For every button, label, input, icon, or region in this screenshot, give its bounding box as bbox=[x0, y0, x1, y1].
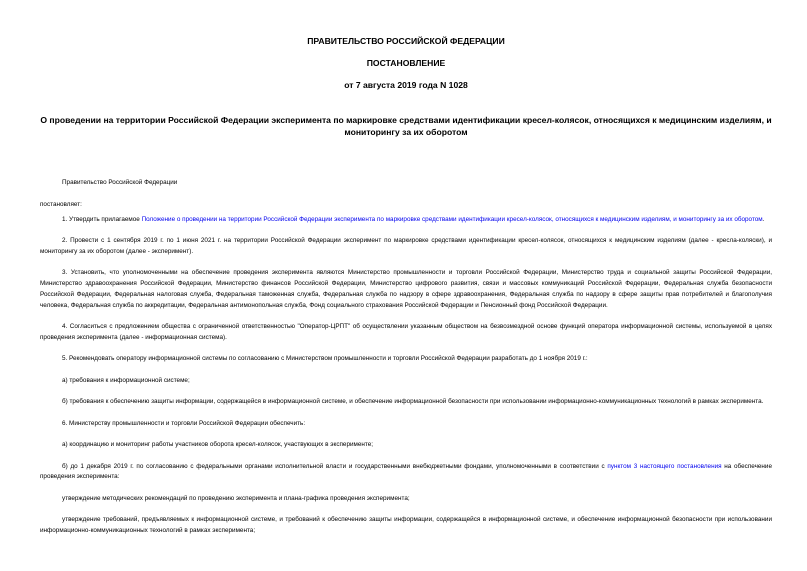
paragraph-6a: а) координацию и мониторинг работы участников оборота кресел-колясок, участвующих в эксперименте; bbox=[62, 441, 374, 449]
intro-paragraph: Правительство Российской Федерации bbox=[62, 179, 178, 186]
paragraph-6: 6. Министерству промышленности и торговли Российской Федерации обеспечить: bbox=[62, 419, 306, 427]
paragraph-6b bbox=[40, 462, 772, 483]
regulation-link[interactable]: Положение о проведении на территории Российской Федерации эксперимента по маркировке средствами идентификации кресел-колясок, относящихся к медицинским изделиям, и мониторингу за их оборотом bbox=[141, 215, 763, 223]
government-heading: ПРАВИТЕЛЬСТВО РОССИЙСКОЙ ФЕДЕРАЦИИ bbox=[307, 36, 505, 46]
paragraph-5b: б) требования к обеспечению защиты информации, содержащейся в информационной системе, и обеспечение информационной безопасности при использовании информационно-коммуникационных технологий в рамках эксперимента. bbox=[62, 398, 764, 406]
paragraph-1 bbox=[40, 215, 772, 226]
paragraph-6b-suffix: на обеспечение проведения эксперимента: bbox=[40, 462, 772, 481]
document-body bbox=[40, 178, 772, 537]
paragraph-4: 4. Согласиться с предложением общества с ограниченной ответственностью "Оператор-ЦРПТ" об осуществлении указанным обществом на безвозмездной основе функций оператора информационной системы, используемой в целях проведения эксперимента (далее - информационная система). bbox=[40, 323, 772, 341]
document-type-heading: ПОСТАНОВЛЕНИЕ bbox=[366, 58, 446, 68]
document-title: О проведении на территории Российской Федерации эксперимента по маркировке средствами идентификации кресел-колясок, относящихся к медицинским изделиям, и мониторингу за их оборотом bbox=[40, 115, 772, 137]
paragraph-6b-item-2: утверждение требований, предъявляемых к информационной системе, и требований к обеспечению защиты информации, содержащейся в информационной системе, и обеспечение информационной безопасности при использовании информационно-коммуникационных технологий в рамках эксперимента; bbox=[40, 516, 772, 535]
decree-paragraph: постановляет: bbox=[40, 200, 82, 208]
clause-3-link[interactable]: пунктом 3 настоящего постановления bbox=[607, 462, 722, 470]
paragraph-3: 3. Установить, что уполномоченными на обеспечение проведения эксперимента являются Министерство промышленности и торговли Российской Федерации, Министерство труда и социальной защиты Российской Федерации, Министерство здравоохранения Российской Федерации, Министерство финансов Российской Федерации, Министерство цифрового развития, связи и массовых коммуникаций Российской Федерации, Федеральная служба безопасности Российской Федерации, Федеральная налоговая служба, Федеральная таможенная служба, Федеральная служба по надзору в сфере здравоохранения, Федеральная служба по надзору в сфере защиты прав потребителей и благополучия человека, Федеральная служба по аккредитации, Федеральная антимонопольная служба, Фонд социального страхования Российской Федерации и Пенсионный фонд Российской Федерации. bbox=[40, 269, 772, 309]
paragraph-1-prefix: 1. Утвердить прилагаемое bbox=[62, 215, 142, 223]
paragraph-2: 2. Провести с 1 сентября 2019 г. по 1 июня 2021 г. на территории Российской Федерации эксперимент по маркировке средствами идентификации кресел-колясок, относящихся к медицинским изделиям (далее - кресла-коляски), и мониторингу за их оборотом (далее - эксперимент). bbox=[40, 237, 772, 255]
paragraph-6b-item-1: утверждение методических рекомендаций по проведению эксперимента и плана-графика проведения эксперимента; bbox=[62, 494, 410, 502]
paragraph-5a: а) требования к информационной системе; bbox=[62, 376, 190, 384]
date-number-heading: от 7 августа 2019 года N 1028 bbox=[344, 80, 468, 90]
paragraph-1-suffix: . bbox=[762, 215, 765, 223]
document-page bbox=[40, 36, 772, 537]
paragraph-6b-prefix: б) до 1 декабря 2019 г. по согласованию с федеральными органами исполнительной власти и государственными внебюджетными фондами, уполномоченными в соответствии с bbox=[62, 462, 608, 470]
paragraph-5: 5. Рекомендовать оператору информационной системы по согласованию с Министерством промышленности и торговли Российской Федерации разработать до 1 ноября 2019 г.: bbox=[62, 355, 588, 363]
